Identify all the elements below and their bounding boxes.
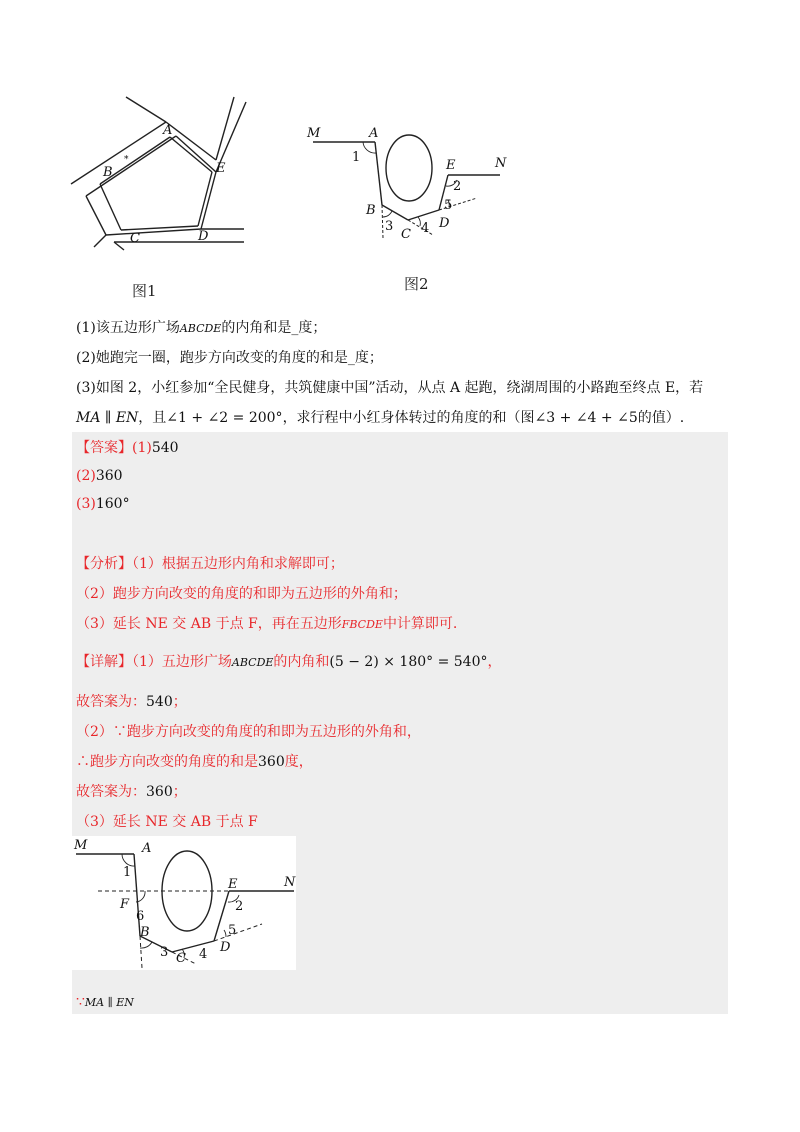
fig1-label-a: A [163,123,173,138]
fig1-star: * [124,155,129,165]
fig3-angle-4: 4 [199,947,208,962]
answer-line-2: (2)360 [76,468,123,484]
fig2-angle-5: 5 [444,198,453,213]
answer-line-3: (3)160° [76,496,130,512]
figure-2-caption: 图2 [404,275,429,293]
fig3-angle-1: 1 [123,865,132,880]
fig2-angle-4: 4 [421,221,430,236]
fig3-label-m: M [74,838,88,853]
fig2-label-c: C [401,227,411,242]
fig2-label-d: D [439,216,450,231]
fig2-angle-2: 2 [453,179,462,194]
question-3-line2: MA ∥ EN，且∠1 + ∠2 = 200°，求行程中小红身体转过的角度的和（图∠3 + ∠4 + ∠5的值）. [76,410,685,426]
fig2-angle-1: 1 [352,150,361,165]
detail-line-1: 【详解】（1）五边形广场ABCDE的内角和(5 − 2) × 180° = 540°， [76,654,502,670]
fig3-angle-3: 3 [160,945,169,960]
question-2: (2)她跑完一圈，跑步方向改变的角度的和是_度； [76,350,383,366]
detail-line-6: （3）延长 NE 交 AB 于点 F [76,814,258,830]
fig2-label-e: E [446,158,456,173]
question-3-line1: (3)如图 2，小红参加“全民健身，共筑健康中国”活动，从点 A 起跑，绕湖周围的小路跑至终点 E，若 [76,380,704,396]
detail-line-5: 故答案为：360； [76,784,187,800]
fig1-label-c: C [130,231,140,246]
analysis-line-3: （3）延长 NE 交 AB 于点 F，再在五边形FBCDE中计算即可. [76,616,458,632]
fig3-angle-2: 2 [235,899,244,914]
fig3-label-a: A [142,841,152,856]
detail-line-3: （2）∵跑步方向改变的角度的和即为五边形的外角和， [76,724,421,740]
detail-line-7: ∵MA ∥ EN [76,994,134,1010]
analysis-line-2: （2）跑步方向改变的角度的和即为五边形的外角和； [76,586,407,602]
figure-1-caption: 图1 [132,282,157,300]
fig2-label-n: N [495,156,507,171]
fig2-angle-3: 3 [385,219,394,234]
fig3-label-b: B [140,925,150,940]
fig3-label-e: E [228,877,238,892]
figure-1 [66,92,256,252]
figure-3 [72,836,296,970]
detail-line-4: ∴跑步方向改变的角度的和是360度， [76,754,313,770]
fig3-angle-5: 5 [228,923,237,938]
fig2-label-m: M [307,126,321,141]
fig3-label-f: F [120,897,130,912]
analysis-line-1: 【分析】（1）根据五边形内角和求解即可； [76,556,344,572]
detail-line-2: 故答案为：540； [76,694,187,710]
fig2-label-b: B [366,203,376,218]
fig1-label-b: B [103,165,113,180]
fig3-label-d: D [220,940,231,955]
question-1: (1)该五边形广场ABCDE的内角和是_度； [76,320,327,336]
fig1-label-e: E [216,161,226,176]
answer-line-1: 【答案】(1)540 [76,440,179,456]
fig1-label-d: D [198,229,209,244]
fig3-label-c: C [176,951,186,966]
fig3-label-n: N [284,875,296,890]
fig2-label-a: A [369,126,379,141]
fig3-angle-6: 6 [136,909,145,924]
figure-2 [305,120,525,250]
